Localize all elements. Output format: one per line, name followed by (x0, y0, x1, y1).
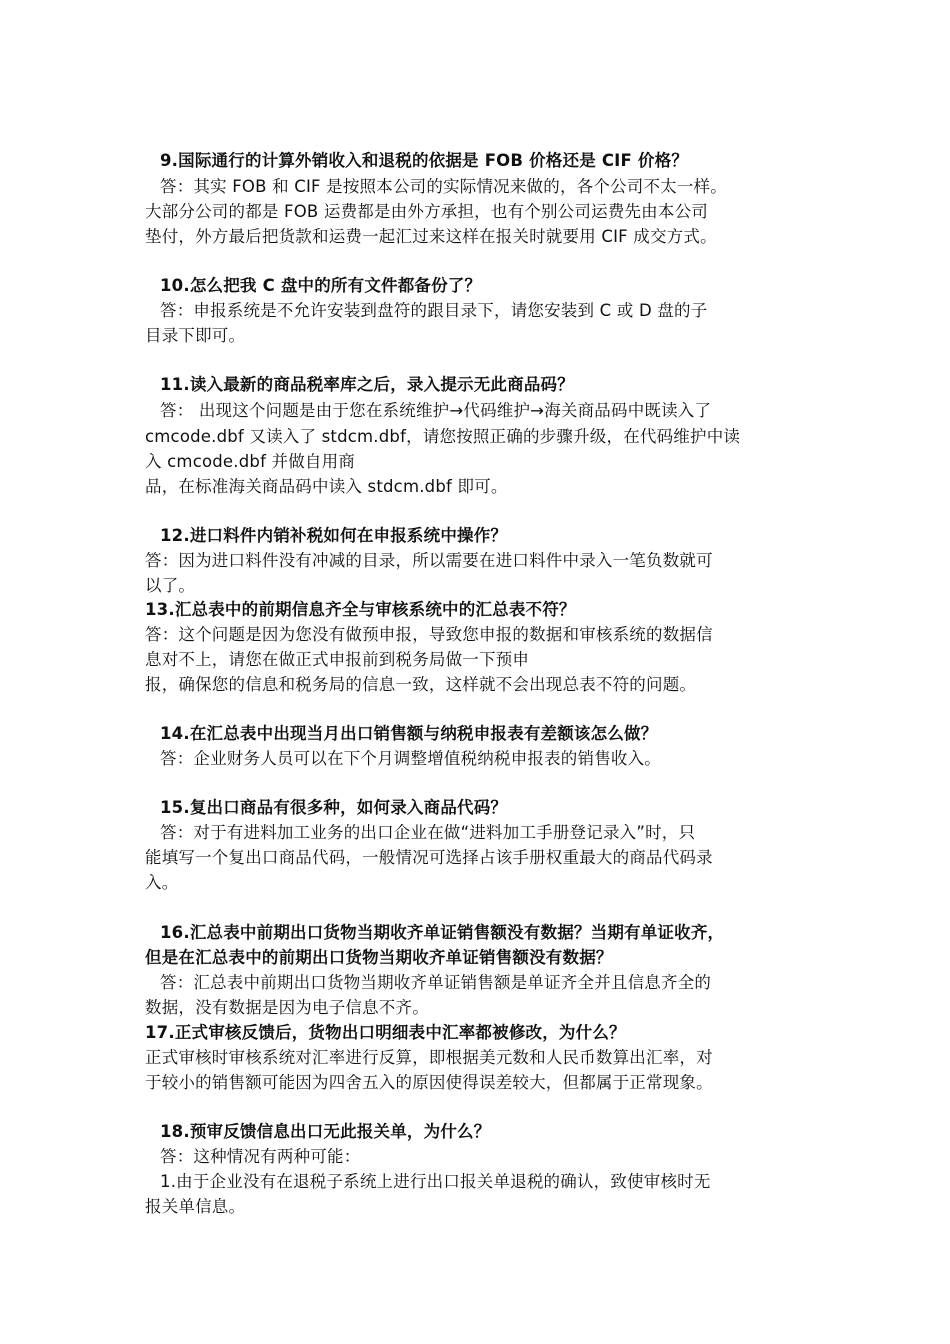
question-16-line-2: 但是在汇总表中的前期出口货物当期收齐单证销售额没有数据？ (145, 948, 613, 967)
question-10: 10.怎么把我 C 盘中的所有文件都备份了？ (160, 276, 482, 295)
question-11: 11.读入最新的商品税率库之后，录入提示无此商品码？ (160, 375, 574, 394)
answer-12-line-1: 答：因为进口料件没有冲减的目录，所以需要在进口料件中录入一笔负数就可 (145, 551, 713, 570)
question-13: 13.汇总表中的前期信息齐全与审核系统中的汇总表不符？ (145, 600, 576, 619)
answer-11-line-3: 入 cmcode.dbf 并做自用商 (145, 452, 356, 471)
answer-15-line-3: 入。 (145, 873, 179, 892)
answer-18-line-2: 1.由于企业没有在退税子系统上进行出口报关单退税的确认，致使审核时无 (160, 1172, 711, 1191)
answer-14-line-1: 答：企业财务人员可以在下个月调整增值税纳税申报表的销售收入。 (160, 749, 661, 768)
question-12: 12.进口料件内销补税如何在申报系统中操作？ (160, 526, 508, 545)
answer-13-line-2: 息对不上，请您在做正式申报前到税务局做一下预申 (145, 650, 530, 669)
question-17: 17.正式审核反馈后，货物出口明细表中汇率都被修改，为什么？ (145, 1023, 626, 1042)
question-16-line-1: 16.汇总表中前期出口货物当期收齐单证销售额没有数据？当期有单证收齐， (160, 923, 725, 942)
question-14: 14.在汇总表中出现当月出口销售额与纳税申报表有差额该怎么做？ (160, 724, 658, 743)
question-9: 9.国际通行的计算外销收入和退税的依据是 FOB 价格还是 CIF 价格？ (160, 151, 689, 170)
answer-15-line-1: 答：对于有进料加工业务的出口企业在做“进料加工手册登记录入”时，只 (160, 823, 696, 842)
answer-13-line-1: 答：这个问题是因为您没有做预申报，导致您申报的数据和审核系统的数据信 (145, 625, 713, 644)
answer-17-line-2: 于较小的销售额可能因为四舍五入的原因使得误差较大，但都属于正常现象。 (145, 1073, 713, 1092)
question-18: 18.预审反馈信息出口无此报关单，为什么？ (160, 1122, 491, 1141)
answer-16-line-1: 答：汇总表中前期出口货物当期收齐单证销售额是单证齐全并且信息齐全的 (160, 973, 712, 992)
answer-13-line-3: 报，确保您的信息和税务局的信息一致，这样就不会出现总表不符的问题。 (145, 675, 697, 694)
question-15: 15.复出口商品有很多种，如何录入商品代码？ (160, 798, 508, 817)
answer-9-line-3: 垫付，外方最后把货款和运费一起汇过来这样在报关时就要用 CIF 成交方式。 (145, 227, 717, 246)
answer-9-line-2: 大部分公司的都是 FOB 运费都是由外方承担，也有个别公司运费先由本公司 (145, 202, 708, 221)
answer-11-line-2: cmcode.dbf 又读入了 stdcm.dbf，请您按照正确的步骤升级，在代码维护中读 (145, 427, 741, 446)
answer-12-line-2: 以了。 (145, 576, 196, 595)
answer-16-line-2: 数据，没有数据是因为电子信息不齐。 (145, 998, 429, 1017)
answer-11-line-1: 答： 出现这个问题是由于您在系统维护→代码维护→海关商品码中既读入了 (160, 401, 712, 420)
answer-15-line-2: 能填写一个复出口商品代码，一般情况可选择占该手册权重最大的商品代码录 (145, 848, 713, 867)
answer-18-line-3: 报关单信息。 (145, 1197, 246, 1216)
answer-9-line-1: 答：其实 FOB 和 CIF 是按照本公司的实际情况来做的，各个公司不太一样。 (160, 177, 727, 196)
answer-10-line-1: 答：申报系统是不允许安装到盘符的跟目录下，请您安装到 C 或 D 盘的子 (160, 301, 708, 320)
answer-18-line-1: 答：这种情况有两种可能： (160, 1147, 361, 1166)
answer-17-line-1: 正式审核时审核系统对汇率进行反算，即根据美元数和人民币数算出汇率，对 (145, 1048, 713, 1067)
answer-11-line-4: 品，在标准海关商品码中读入 stdcm.dbf 即可。 (145, 477, 508, 496)
answer-10-line-2: 目录下即可。 (145, 326, 246, 345)
